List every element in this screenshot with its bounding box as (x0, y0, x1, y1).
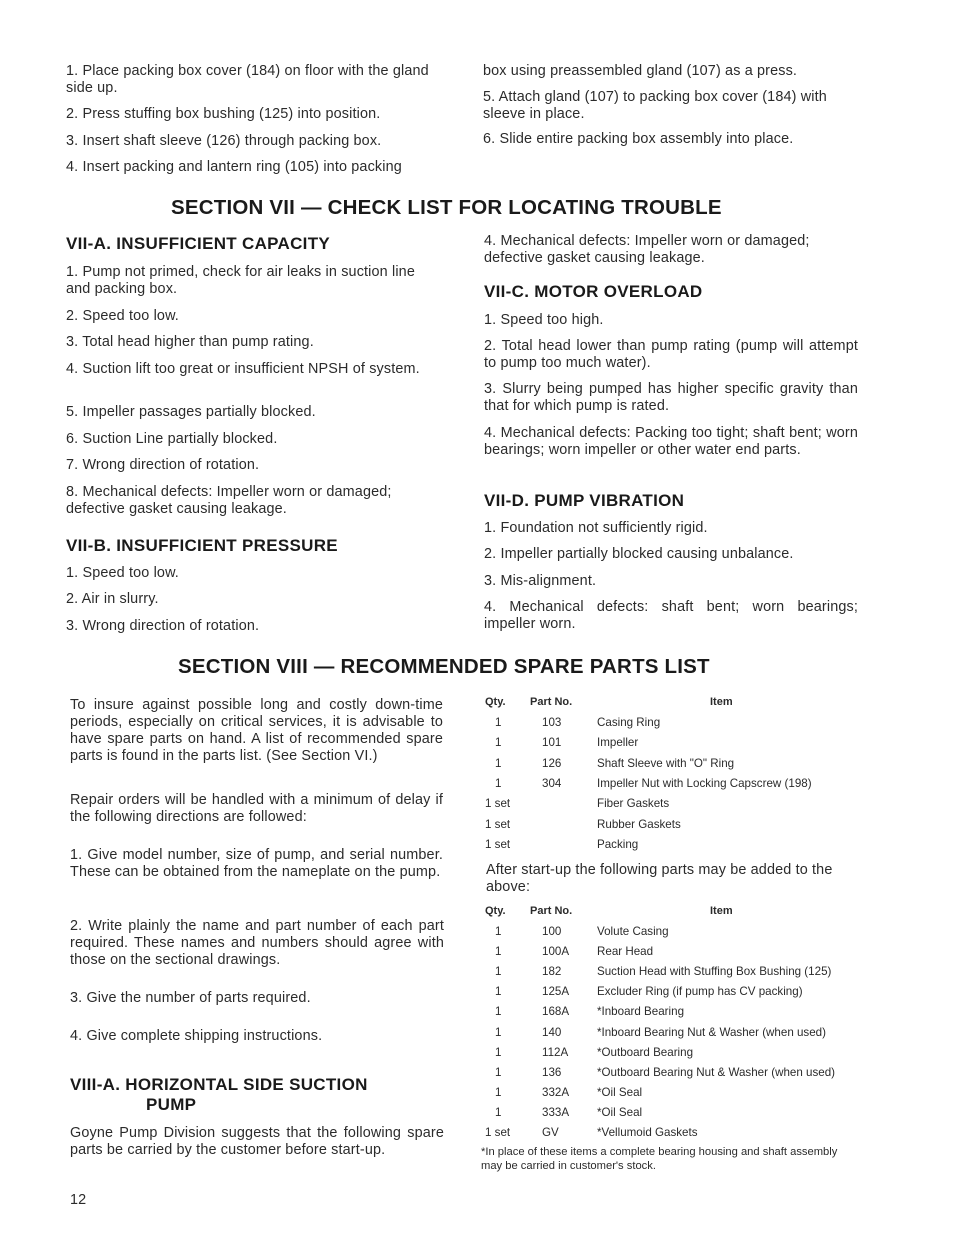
item-header: Item (710, 696, 733, 708)
item-cell: Excluder Ring (if pump has CV packing) (597, 985, 803, 999)
section-vii-title: SECTION VII — CHECK LIST FOR LOCATING TROUBLE (171, 196, 722, 219)
item-cell: Packing (597, 837, 639, 851)
vii-a-item: 1. Pump not primed, check for air leaks in suction line and packing box. (66, 264, 415, 297)
part-cell: 100A (542, 945, 570, 959)
vii-a-heading: VII-A. INSUFFICIENT CAPACITY (66, 234, 331, 253)
item-cell: *Inboard Bearing Nut & Washer (when used) (597, 1025, 826, 1039)
qty-cell: 1 (495, 1045, 502, 1059)
part-cell: 125A (542, 985, 570, 999)
vii-d-item: 1. Foundation not sufficiently rigid. (484, 520, 708, 536)
qty-cell: 1 (495, 945, 502, 959)
qty-cell: 1 (495, 1105, 502, 1119)
item-cell: Volute Casing (597, 925, 669, 938)
part-cell: 168A (542, 1005, 570, 1019)
qty-cell: 1 (495, 736, 502, 750)
qty-cell: 1 (495, 1065, 502, 1079)
item-cell: Casing Ring (597, 716, 661, 729)
spare-parts-table-1 (484, 690, 874, 855)
qty-cell: 1 (495, 965, 502, 979)
part-cell: 332A (542, 1085, 570, 1099)
vii-c-item: 4. Mechanical defects: Packing too tight; shaft bent; worn bearings; worn impeller or other water end parts. (484, 425, 858, 458)
item-cell: Rear Head (597, 945, 654, 959)
qty-cell: 1 (495, 1005, 502, 1019)
item-cell: Rubber Gaskets (597, 817, 681, 831)
item-cell: *Oil Seal (597, 1085, 643, 1099)
part-cell: 101 (542, 736, 562, 750)
item-cell: *Inboard Bearing (597, 1005, 685, 1019)
viii-a-heading-line2: PUMP (146, 1095, 197, 1114)
part-cell: 100 (542, 925, 562, 938)
part-cell: 333A (542, 1105, 570, 1119)
vii-c-item: 1. Speed too high. (484, 312, 604, 328)
vii-a-item: 2. Speed too low. (66, 308, 179, 324)
vii-a-item: 4. Suction lift too great or insufficient NPSH of system. (66, 361, 420, 377)
item-cell: *Outboard Bearing Nut & Washer (when used) (597, 1065, 836, 1079)
page-number: 12 (70, 1192, 87, 1208)
qty-cell: 1 set (485, 797, 511, 811)
vii-a-item: 5. Impeller passages partially blocked. (66, 404, 316, 420)
vii-a-item: 6. Suction Line partially blocked. (66, 431, 278, 447)
qty-cell: 1 (495, 925, 502, 938)
spare-parts-table-2 (484, 899, 879, 1144)
item-cell: Fiber Gaskets (597, 797, 670, 811)
vii-d-item: 2. Impeller partially blocked causing unbalance. (484, 546, 794, 562)
item-cell: Impeller Nut with Locking Capscrew (198) (597, 776, 812, 790)
qty-cell: 1 (495, 1025, 502, 1039)
vii-b-heading: VII-B. INSUFFICIENT PRESSURE (66, 536, 338, 555)
qty-cell: 1 set (485, 817, 511, 831)
vii-c-item: 3. Slurry being pumped has higher specific gravity than that for which pump is rated. (484, 381, 858, 414)
qty-header: Qty. (485, 696, 506, 708)
vii-b-item: 2. Air in slurry. (66, 591, 159, 607)
spare-parts-intro: To insure against possible long and costly down-time periods, especially on critical services, it is advisable to have spare parts on hand. A list of recommended spare parts is found in the parts list. (See Section VI.) (70, 697, 443, 764)
part-header: Part No. (530, 905, 573, 917)
repair-orders-text: Repair orders will be handled with a minimum of delay if the following directions are followed: (70, 792, 443, 825)
vii-a-item: 7. Wrong direction of rotation. (66, 457, 260, 473)
vii-b-item: 3. Wrong direction of rotation. (66, 618, 260, 634)
item-cell: Shaft Sleeve with "O" Ring (597, 756, 735, 770)
qty-cell: 1 (495, 776, 502, 790)
direction-item: 3. Give the number of parts required. (70, 990, 311, 1006)
item-cell: *Outboard Bearing (597, 1045, 694, 1059)
qty-cell: 1 (495, 716, 502, 729)
vii-a-item-cont: 4. Mechanical defects: Impeller worn or damaged; defective gasket causing leakage. (484, 233, 810, 266)
vii-d-heading: VII-D. PUMP VIBRATION (484, 491, 685, 510)
part-cell: 140 (542, 1025, 562, 1039)
part-cell: 182 (542, 965, 562, 979)
part-cell: 103 (542, 716, 562, 729)
viii-a-text: Goyne Pump Division suggests that the following spare parts be carried by the customer before start-up. (70, 1125, 444, 1158)
step-5: 5. Attach gland (107) to packing box cover (184) with sleeve in place. (483, 89, 827, 122)
direction-item: 4. Give complete shipping instructions. (70, 1028, 323, 1044)
part-cell: GV (542, 1126, 559, 1139)
part-header: Part No. (530, 696, 573, 708)
qty-cell: 1 (495, 1085, 502, 1099)
item-cell: *Oil Seal (597, 1105, 643, 1119)
direction-item: 2. Write plainly the name and part number of each part required. These names and numbers should agree with those on the sectional drawings. (70, 918, 444, 968)
vii-d-item: 4. Mechanical defects: shaft bent; worn bearings; impeller worn. (484, 599, 858, 632)
qty-cell: 1 set (485, 1126, 511, 1139)
item-header: Item (710, 905, 733, 917)
table-footnote: *In place of these items a complete bearing housing and shaft assembly may be carried in customer's stock. (481, 1146, 838, 1172)
item-cell: *Vellumoid Gaskets (597, 1126, 698, 1139)
qty-header: Qty. (485, 905, 506, 917)
vii-b-item: 1. Speed too low. (66, 565, 179, 581)
item-cell: Impeller (597, 736, 639, 750)
direction-item: 1. Give model number, size of pump, and serial number. These can be obtained from the nameplate on the pump. (70, 847, 443, 880)
vii-d-item: 3. Mis-alignment. (484, 573, 597, 589)
step-4-cont: box using preassembled gland (107) as a press. (483, 63, 798, 79)
part-cell: 304 (542, 776, 562, 790)
vii-a-item: 8. Mechanical defects: Impeller worn or damaged; defective gasket causing leakage. (66, 484, 392, 517)
vii-c-item: 2. Total head lower than pump rating (pump will attempt to pump too much water). (484, 338, 858, 371)
step-1: 1. Place packing box cover (184) on floor with the gland side up. (66, 63, 429, 96)
vii-a-item: 3. Total head higher than pump rating. (66, 334, 314, 350)
part-cell: 112A (542, 1045, 569, 1059)
step-3: 3. Insert shaft sleeve (126) through packing box. (66, 133, 382, 149)
after-startup-text: After start-up the following parts may be added to the above: (486, 862, 833, 895)
step-6: 6. Slide entire packing box assembly into place. (483, 131, 794, 147)
item-cell: Suction Head with Stuffing Box Bushing (125) (597, 965, 832, 979)
section-viii-title: SECTION VIII — RECOMMENDED SPARE PARTS LIST (178, 655, 710, 678)
step-2: 2. Press stuffing box bushing (125) into position. (66, 106, 381, 122)
step-4: 4. Insert packing and lantern ring (105) into packing (66, 159, 402, 175)
qty-cell: 1 (495, 756, 502, 770)
qty-cell: 1 set (485, 837, 511, 851)
qty-cell: 1 (495, 985, 502, 999)
part-cell: 126 (542, 756, 562, 770)
vii-c-heading: VII-C. MOTOR OVERLOAD (484, 282, 703, 301)
viii-a-heading: VIII-A. HORIZONTAL SIDE SUCTION (70, 1075, 368, 1094)
part-cell: 136 (542, 1065, 562, 1079)
